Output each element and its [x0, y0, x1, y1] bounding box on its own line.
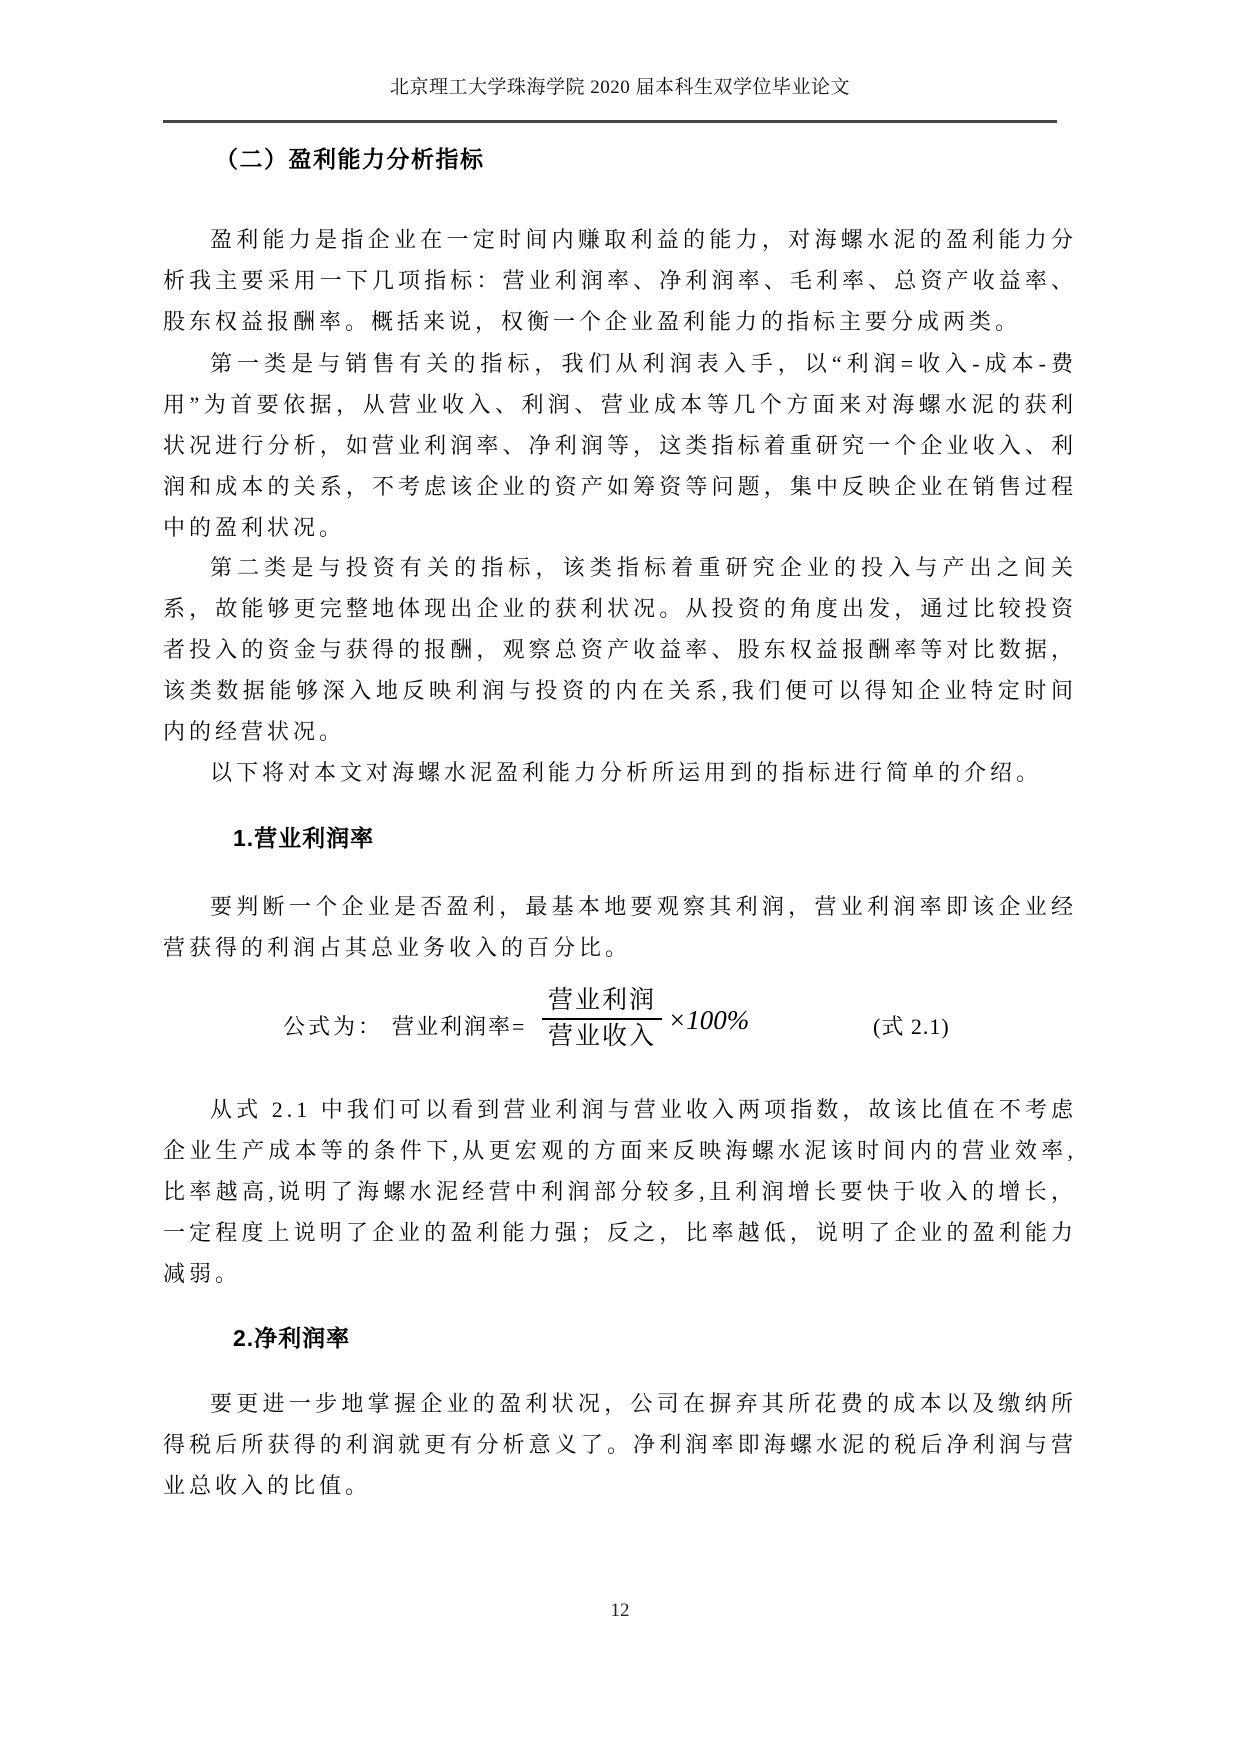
- formula-multiplier: ×100%: [668, 1005, 750, 1035]
- page-number: 12: [610, 1600, 630, 1621]
- paragraph-intro-indicators: 以下将对本文对海螺水泥盈利能力分析所运用到的指标进行简单的介绍。: [210, 760, 1043, 785]
- paragraph-profitability-intro: 盈利能力是指企业在一定时间内赚取利益的能力，对海螺水泥的盈利能力分析我主要采用一下几项指标：营业利润率、净利润率、毛利率、总资产收益率、股东权益报酬率。概括来说，权衡一个企业盈利能力的指标主要分成两类。: [163, 227, 1077, 334]
- subsection-2-heading: 2.净利润率: [233, 1325, 351, 1351]
- subsection-1-heading: 1.营业利润率: [233, 825, 375, 851]
- fraction-numerator: 营业利润: [542, 987, 662, 1020]
- formula-lhs: 营业利润率=: [392, 1014, 527, 1039]
- paragraph-operating-margin-analysis: 从式 2.1 中我们可以看到营业利润与营业收入两项指数，故该比值在不考虑企业生产成本等的条件下,从更宏观的方面来反映海螺水泥该时间内的营业效率,比率越高,说明了海螺水泥经营中利润部分较多,且利润增长要快于收入的增长，一定程度上说明了企业的盈利能力强；反之，比率越低，说明了企业的盈利能力减弱。: [163, 1097, 1077, 1286]
- paragraph-sales-indicators: 第一类是与销售有关的指标，我们从利润表入手，以“利润=收入-成本-费用”为首要依据，从营业收入、利润、营业成本等几个方面来对海螺水泥的获利状况进行分析，如营业利润率、净利润等，这类指标着重研究一个企业收入、利润和成本的关系，不考虑该企业的资产如筹资等问题，集中反映企业在销售过程中的盈利状况。: [163, 351, 1077, 540]
- fraction-denominator: 营业收入: [548, 1023, 657, 1050]
- paragraph-operating-margin-def: 要判断一个企业是否盈利，最基本地要观察其利润，营业利润率即该企业经营获得的利润占其总业务收入的百分比。: [163, 894, 1077, 960]
- paragraph-net-margin-def: 要更进一步地掌握企业的盈利状况，公司在摒弃其所花费的成本以及缴纳所得税后所获得的利润就更有分析意义了。净利润率即海螺水泥的税后净利润与营业总收入的比值。: [163, 1391, 1077, 1498]
- section-heading: （二）盈利能力分析指标: [215, 146, 485, 172]
- formula-prefix: 公式为：: [283, 1014, 384, 1039]
- header-rule: [163, 120, 1057, 123]
- formula-equation-label: (式 2.1): [873, 1014, 950, 1039]
- formula-fraction: [542, 987, 662, 1051]
- page-header: 北京理工大学珠海学院 2020 届本科生双学位毕业论文: [389, 77, 850, 98]
- paragraph-investment-indicators: 第二类是与投资有关的指标，该类指标着重研究企业的投入与产出之间关系，故能够更完整地体现出企业的获利状况。从投资的角度出发，通过比较投资者投入的资金与获得的报酬，观察总资产收益率、股东权益报酬率等对比数据，该类数据能够深入地反映利润与投资的内在关系,我们便可以得知企业特定时间内的经营状况。: [163, 555, 1077, 744]
- formula-block: [0, 985, 1240, 1063]
